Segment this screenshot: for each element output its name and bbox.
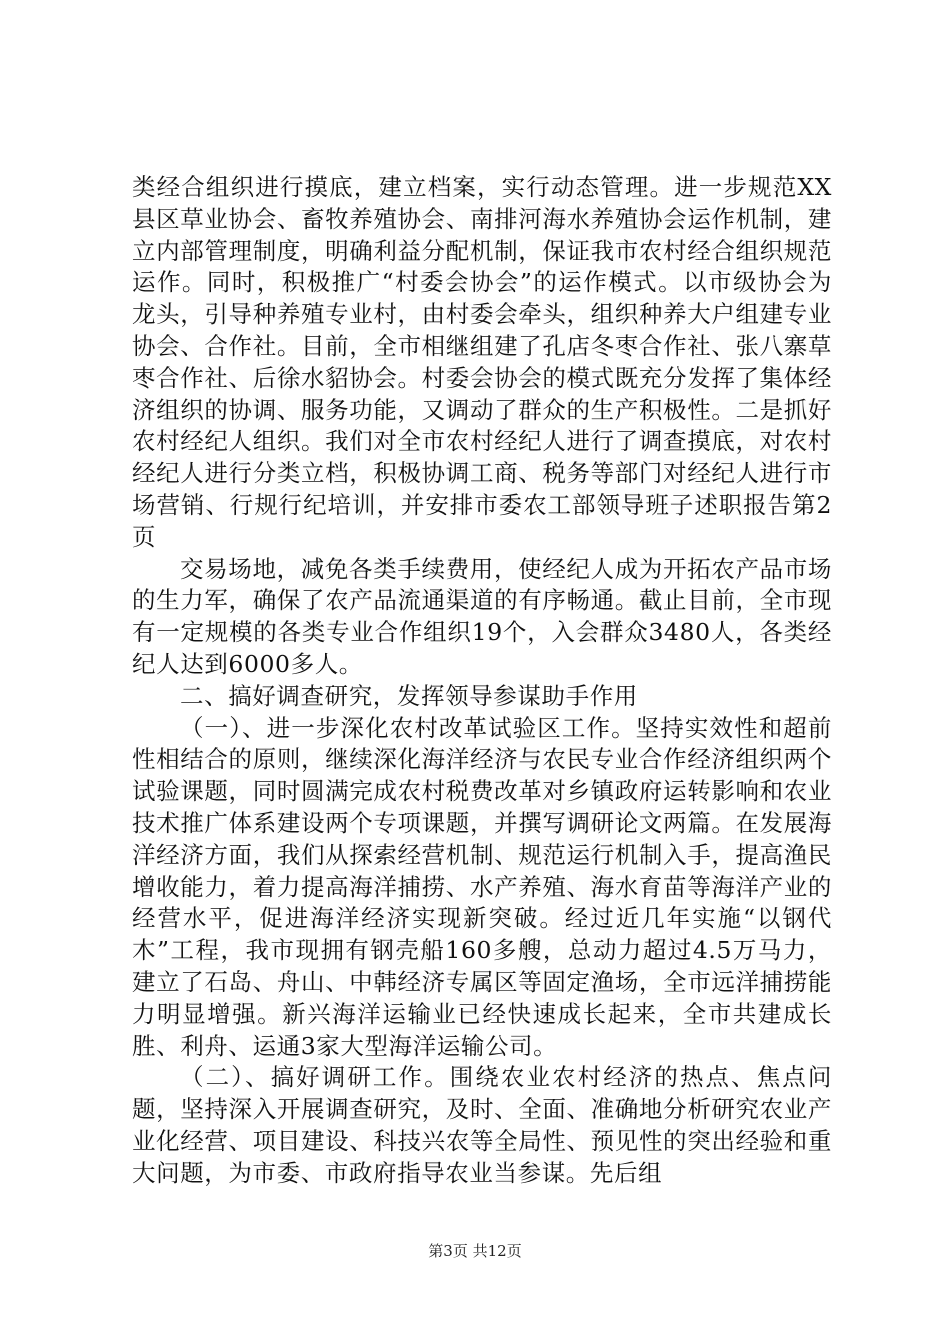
paragraph-research-work: （二）、搞好调研工作。围绕农业农村经济的热点、焦点问题，坚持深入开展调查研究，及时、全面、准确地分析研究农业产业化经营、项目建设、科技兴农等全局性、预见性的突出经验和重大问题，为市委、市政府指导农业当参谋。先后组 [132, 1063, 832, 1187]
page-number-footer: 第3页 共12页 [428, 1242, 522, 1260]
paragraph-reform-pilot: （一）、进一步深化农村改革试验区工作。坚持实效性和超前性相结合的原则，继续深化海洋经济与农民专业合作经济组织两个试验课题，同时圆满完成农村税费改革对乡镇政府运转影响和农业技术推广体系建设两个专项课题，并撰写调研论文两篇。在发展海洋经济方面，我们从探索经营机制、规范运行机制入手，提高渔民增收能力，着力提高海洋捕捞、水产养殖、海水育苗等海洋产业的经营水平，促进海洋经济实现新突破。经过近几年实施“以钢代木”工程，我市现拥有钢壳船160多艘，总动力超过4.5万马力，建立了石岛、舟山、中韩经济专属区等固定渔场，全市远洋捕捞能力明显增强。新兴海洋运输业已经快速成长起来，全市共建成长胜、利舟、运通3家大型海洋运输公司。 [132, 713, 832, 1060]
paragraph-continuation: 类经合组织进行摸底，建立档案，实行动态管理。进一步规范XX县区草业协会、畜牧养殖协会、南排河海水养殖协会运作机制，建立内部管理制度，明确利益分配机制，保证我市农村经合组织规范运作。同时，积极推广“村委会协会”的运作模式。以市级协会为龙头，引导种养殖专业村，由村委会牵头，组织种养大户组建专业协会、合作社。目前，全市相继组建了孔店冬枣合作社、张八寨草枣合作社、后徐水貂协会。村委会协会的模式既充分发挥了集体经济组织的协调、服务功能，又调动了群众的生产积极性。二是抓好农村经纪人组织。我们对全市农村经纪人进行了调查摸底，对农村经纪人进行分类立档，积极协调工商、税务等部门对经纪人进行市场营销、行规行纪培训，并安排市委农工部领导班子述职报告第2页 [132, 173, 832, 551]
document-body [132, 172, 832, 1190]
section-heading: 二、搞好调查研究，发挥领导参谋助手作用 [180, 681, 638, 710]
paragraph-broker-results: 交易场地，减免各类手续费用，使经纪人成为开拓农产品市场的生力军，确保了农产品流通渠道的有序畅通。截止目前，全市现有一定规模的各类专业合作组织19个，入会群众3480人，各类经纪人达到6000多人。 [132, 554, 832, 678]
